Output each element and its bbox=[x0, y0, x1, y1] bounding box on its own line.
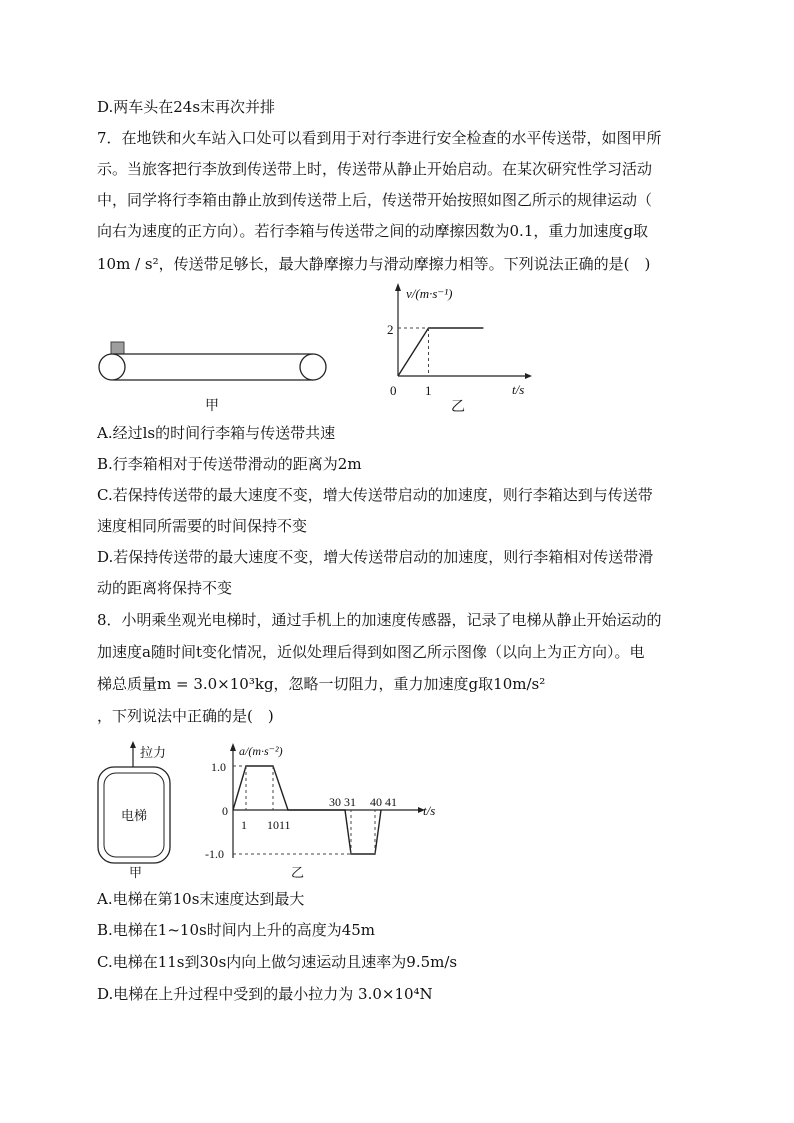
elevator-label: 电梯 bbox=[121, 808, 148, 823]
y-tick-2: 2 bbox=[387, 322, 394, 337]
x-tick-1: 1 bbox=[425, 383, 432, 398]
q7-option-c-line-2: 速度相同所需要的时间保持不变 bbox=[97, 517, 308, 535]
q7-option-d-line-1: D.若保持传送带的最大速度不变，增大传送带启动的加速度，则行李箱相对传送带滑 bbox=[97, 548, 654, 566]
q7-option-b: B.行李箱相对于传送带滑动的距离为2m bbox=[97, 455, 362, 473]
q8-stem-line-3: 梯总质量m = 3.0×10³kg，忽略一切阻力，重力加速度g取10m/s² bbox=[97, 675, 546, 693]
x-tick-10-11: 1011 bbox=[267, 818, 291, 832]
fig8-elevator bbox=[95, 740, 195, 880]
y-axis-arrow bbox=[230, 743, 236, 751]
q8-option-c: C.电梯在11s到30s内向上做匀速运动且速率为9.5m/s bbox=[97, 953, 458, 971]
q8-stem-line-2: 加速度a随时间t变化情况，近似处理后得到如图乙所示图像（以向上为正方向）。电 bbox=[97, 643, 645, 661]
q8-stem-line-4: ，下列说法中正确的是( ) bbox=[97, 707, 274, 725]
fig7-vt-graph bbox=[385, 280, 535, 415]
q7-stem-line-2: 示。当旅客把行李放到传送带上时，传送带从静止开始启动。在某次研究性学习活动 bbox=[97, 160, 653, 178]
force-label: 拉力 bbox=[140, 745, 167, 760]
x-tick-1: 1 bbox=[241, 818, 247, 832]
fig8-right-caption: 乙 bbox=[291, 865, 305, 880]
x-tick-30-31: 30 31 bbox=[329, 795, 356, 809]
fig7-conveyor-belt bbox=[95, 335, 335, 415]
left-roller bbox=[99, 354, 125, 380]
q6-option-d: D.两车头在24s末再次并排 bbox=[97, 98, 276, 116]
y-tick-pos: 1.0 bbox=[211, 760, 226, 774]
luggage-box bbox=[111, 342, 124, 354]
q7-option-d-line-2: 动的距离将保持不变 bbox=[97, 579, 233, 597]
q7-stem-line-1: 7．在地铁和火车站入口处可以看到用于对行李进行安全检查的水平传送带，如图甲所 bbox=[97, 129, 662, 147]
y-axis-label: v/(m·s⁻¹) bbox=[406, 286, 453, 301]
q7-option-a: A.经过ls的时间行李箱与传送带共速 bbox=[97, 424, 336, 442]
y-tick-neg: -1.0 bbox=[205, 847, 224, 861]
q8-option-d: D.电梯在上升过程中受到的最小拉力为 3.0×10⁴N bbox=[97, 985, 433, 1003]
x-tick-40-41: 40 41 bbox=[370, 795, 397, 809]
vt-series-line bbox=[398, 328, 483, 376]
origin-label: 0 bbox=[390, 383, 397, 398]
fig7-left-caption: 甲 bbox=[205, 399, 219, 414]
x-axis-arrow bbox=[525, 373, 532, 379]
origin-label: 0 bbox=[222, 804, 228, 818]
q7-stem-line-3: 中，同学将行李箱由静止放到传送带上后，传送带开始按照如图乙所示的规律运动（ bbox=[97, 191, 653, 209]
q8-option-a: A.电梯在第10s末速度达到最大 bbox=[97, 890, 305, 908]
q8-option-b: B.电梯在1~10s时间内上升的高度为45m bbox=[97, 921, 375, 939]
fig7-right-caption: 乙 bbox=[451, 400, 465, 415]
x-axis-label: t/s bbox=[423, 803, 436, 818]
q8-stem-line-1: 8．小明乘坐观光电梯时，通过手机上的加速度传感器，记录了电梯从静止开始运动的 bbox=[97, 611, 662, 629]
fig8-left-caption: 甲 bbox=[129, 865, 143, 880]
fig8-at-graph bbox=[205, 738, 450, 883]
y-axis-arrow bbox=[395, 283, 401, 291]
y-axis-label: a/(m·s⁻²) bbox=[239, 744, 283, 758]
q7-stem-line-4: 向右为速度的正方向）。若行李箱与传送带之间的动摩擦因数为0.1，重力加速度g取 bbox=[97, 222, 648, 240]
q7-option-c-line-1: C.若保持传送带的最大速度不变，增大传送带启动的加速度，则行李箱达到与传送带 bbox=[97, 486, 653, 504]
x-axis-label: t/s bbox=[512, 382, 525, 397]
q7-stem-line-5: 10m / s²，传送带足够长，最大静摩擦力与滑动摩擦力相等。下列说法正确的是( ) bbox=[97, 255, 651, 273]
right-roller bbox=[300, 354, 326, 380]
force-arrow-head bbox=[130, 741, 136, 748]
